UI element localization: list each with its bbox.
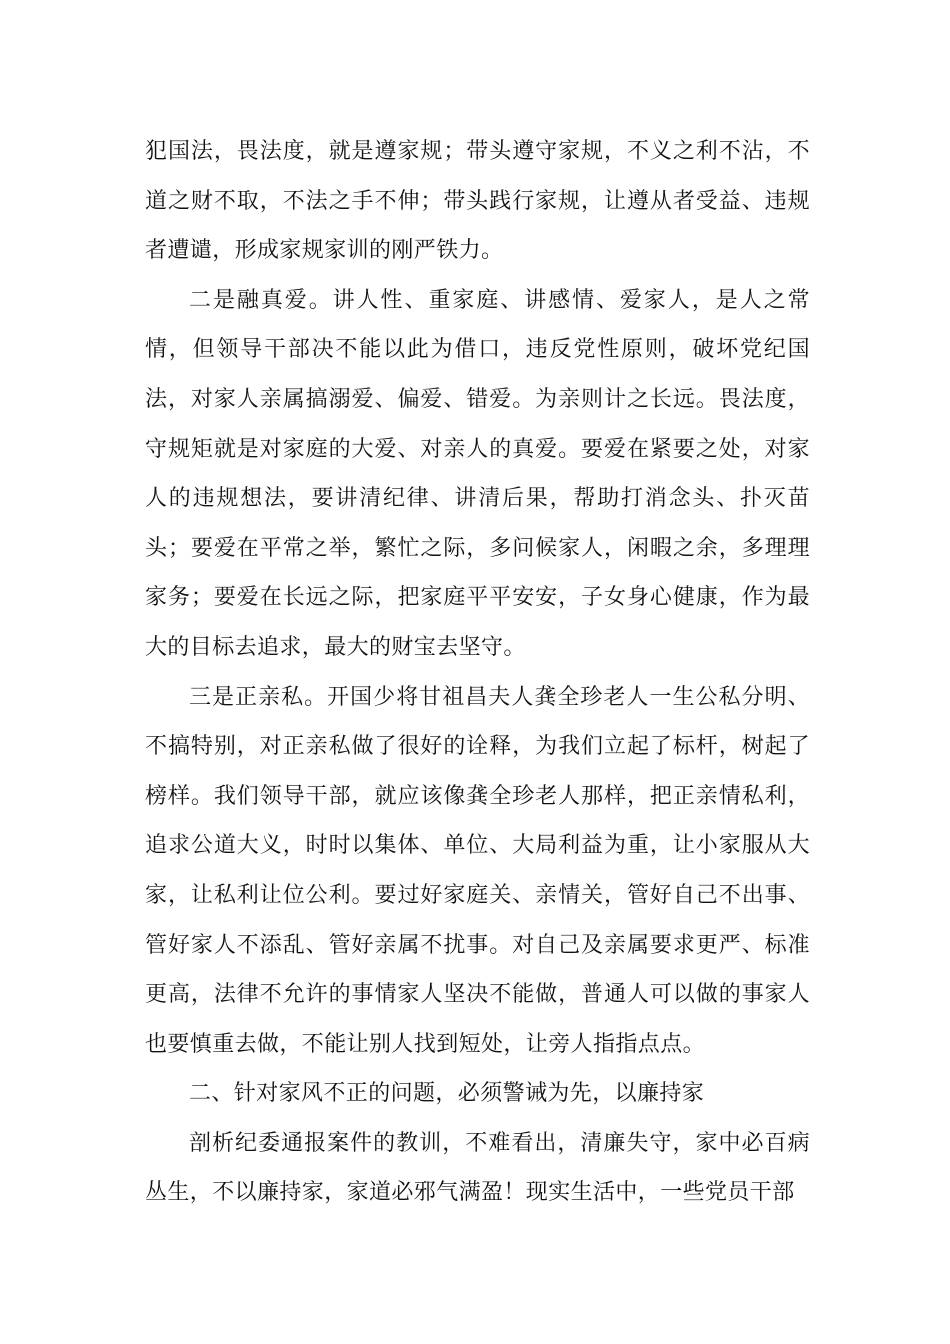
paragraph-continuation: 犯国法，畏法度，就是遵家规；带头遵守家规，不义之利不沾，不道之财不取，不法之手不伸；带头践行家规，让遵从者受益、违规者遭谴，形成家规家训的刚严铁力。 [145,139,810,264]
paragraph-zheng-qin-si: 三是正亲私。开国少将甘祖昌夫人龚全珍老人一生公私分明、不搞特别，对正亲私做了很好的诠释，为我们立起了标杆，树起了榜样。我们领导干部，就应该像龚全珍老人那样，把正亲情私利，追求公道大义，时时以集体、单位、大局利益为重，让小家服从大家，让私利让位公利。要过好家庭关、亲情关，管好自己不出事、管好家人不添乱、管好亲属不扰事。对自己及亲属要求更严、标准更高，法律不允许的事情家人坚决不能做，普通人可以做的事家人也要慎重去做，不能让别人找到短处，让旁人指指点点。 [145,684,810,1057]
document-body [145,127,810,1218]
paragraph-rong-zhen-ai: 二是融真爱。讲人性、重家庭、讲感情、爱家人，是人之常情，但领导干部决不能以此为借口，违反党性原则，破坏党纪国法，对家人亲属搞溺爱、偏爱、错爱。为亲则计之长远。畏法度，守规矩就是对家庭的大爱、对亲人的真爱。要爱在紧要之处，对家人的违规想法，要讲清纪律、讲清后果，帮助打消念头、扑灭苗头；要爱在平常之举，繁忙之际，多问候家人，闲暇之余，多理理家务；要爱在长远之际，把家庭平平安安，子女身心健康，作为最大的目标去追求，最大的财宝去坚守。 [145,287,810,660]
section-heading: 二、针对家风不正的问题，必须警诫为先，以廉持家 [189,1081,705,1107]
paragraph-analysis: 剖析纪委通报案件的教训，不难看出，清廉失守，家中必百病丛生，不以廉持家，家道必邪气满盈！现实生活中，一些党员干部 [145,1130,810,1206]
